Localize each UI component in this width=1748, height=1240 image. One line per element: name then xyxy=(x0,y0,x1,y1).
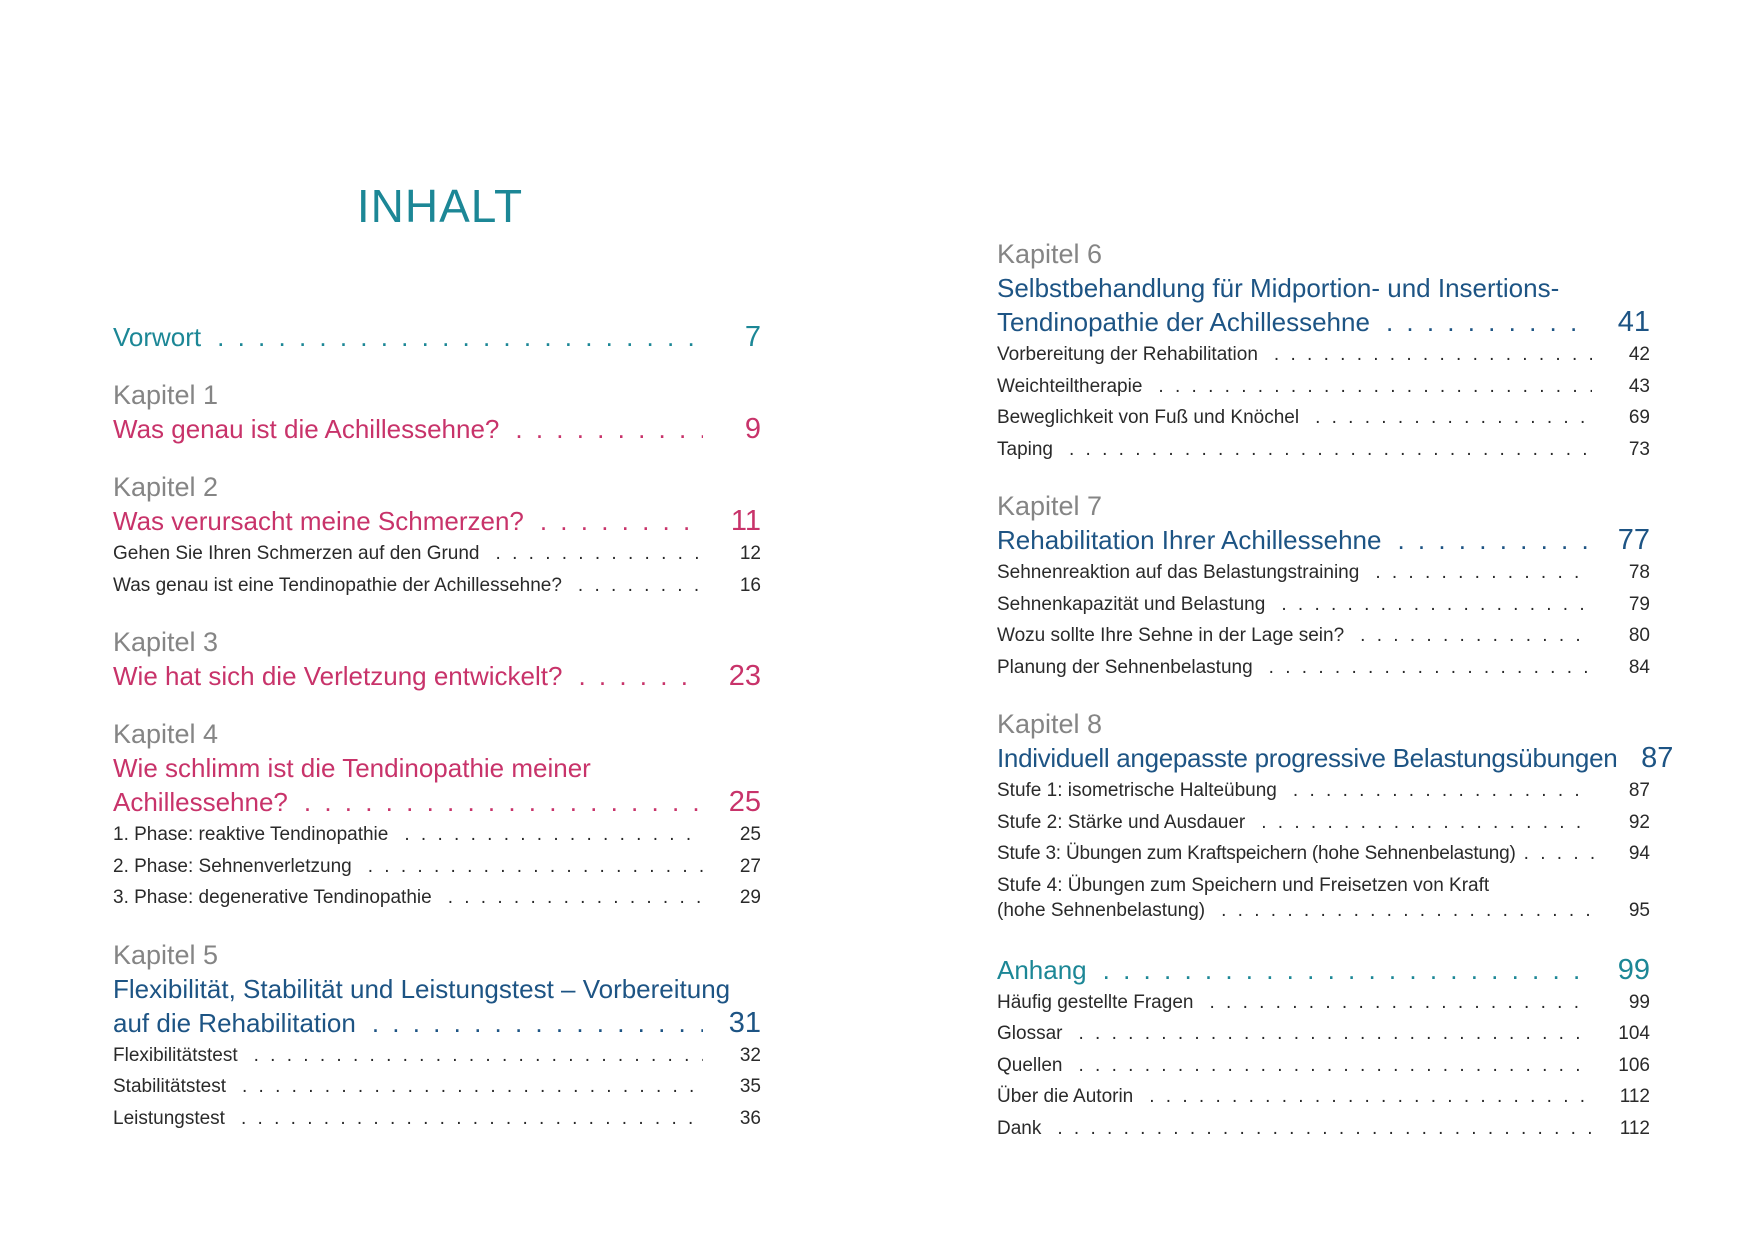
dot-leader xyxy=(1315,402,1592,434)
dot-leader xyxy=(1293,775,1592,807)
toc-subentry[interactable] xyxy=(997,620,1650,652)
toc-page-number: 79 xyxy=(1628,593,1650,615)
toc-subentry-label: Wozu sollte Ihre Sehne in der Lage sein? xyxy=(997,625,1345,646)
toc-subentry-label: Weichteiltherapie xyxy=(997,375,1143,397)
dot-leader xyxy=(304,785,703,819)
toc-subentry[interactable] xyxy=(997,402,1650,434)
toc-page-number: 16 xyxy=(739,574,761,596)
chapter-label: Kapitel 4 xyxy=(113,719,219,749)
toc-entry-title: Tendinopathie der Achillessehne xyxy=(997,307,1370,337)
toc-subentry[interactable] xyxy=(997,775,1650,807)
toc-subentry-label: 3. Phase: degenerative Tendinopathie xyxy=(113,887,432,908)
dot-leader xyxy=(1069,434,1592,466)
toc-entry-title: Individuell angepasste progressive Belastungsübungen xyxy=(997,743,1618,773)
toc-subentry[interactable] xyxy=(997,652,1650,684)
toc-page-number: 73 xyxy=(1628,438,1650,460)
toc-section-kapitel-5 xyxy=(113,938,761,1135)
toc-page-number: 25 xyxy=(728,786,761,818)
toc-page-number: 36 xyxy=(739,1107,761,1129)
toc-subentry-label: Glossar xyxy=(997,1023,1063,1044)
toc-subentry[interactable] xyxy=(997,339,1650,371)
toc-entry-anhang[interactable] xyxy=(997,953,1650,987)
toc-page-number: 99 xyxy=(1617,953,1650,986)
toc-subentry-label: Über die Autorin xyxy=(997,1086,1134,1107)
dot-leader xyxy=(578,570,703,602)
dot-leader xyxy=(242,1071,703,1103)
dot-leader xyxy=(1209,987,1592,1019)
toc-page-number: 41 xyxy=(1617,306,1650,338)
dot-leader xyxy=(1386,305,1592,339)
toc-subentry[interactable] xyxy=(113,819,761,851)
toc-page-number: 12 xyxy=(739,543,761,564)
toc-page-number: 80 xyxy=(1628,625,1650,646)
toc-page-number: 29 xyxy=(739,887,761,908)
toc-subentry[interactable] xyxy=(997,987,1650,1019)
toc-entry-chapter-title[interactable] xyxy=(113,504,761,538)
toc-entry-title: Achillessehne? xyxy=(113,787,288,817)
toc-subentry-label: Dank xyxy=(997,1117,1042,1139)
toc-subentry-label-line: Stufe 4: Übungen zum Speichern und Freisetzen von Kraft xyxy=(997,874,1490,896)
dot-leader xyxy=(515,412,703,446)
toc-page-number: 43 xyxy=(1628,375,1650,397)
dot-leader xyxy=(1079,1050,1593,1082)
toc-subentry[interactable] xyxy=(113,570,761,602)
chapter-label: Kapitel 3 xyxy=(113,627,219,657)
dot-leader xyxy=(1057,1113,1592,1145)
toc-subentry[interactable] xyxy=(997,1018,1650,1050)
dot-leader xyxy=(368,851,703,883)
toc-page-number: 7 xyxy=(744,321,761,353)
page-title: INHALT xyxy=(356,180,524,232)
toc-left-column xyxy=(113,320,761,1158)
toc-section-kapitel-2 xyxy=(113,470,761,601)
toc-entry-title-line[interactable]: Flexibilität, Stabilität und Leistungstest – Vorbereitung xyxy=(113,973,731,1004)
toc-page-number: 42 xyxy=(1628,344,1650,365)
toc-page-number: 104 xyxy=(1618,1023,1650,1044)
toc-page-number: 27 xyxy=(739,855,761,877)
toc-entry-chapter-title[interactable] xyxy=(113,659,761,693)
dot-leader xyxy=(1397,523,1592,557)
toc-subentry-label: Stabilitätstest xyxy=(113,1076,226,1097)
toc-subentry[interactable] xyxy=(997,1113,1650,1145)
dot-leader xyxy=(1269,652,1592,684)
toc-page-number: 23 xyxy=(728,660,761,692)
dot-leader xyxy=(254,1040,703,1072)
toc-subentry[interactable] xyxy=(113,1071,761,1103)
toc-entry-title: Anhang xyxy=(997,954,1087,985)
dot-leader xyxy=(372,1006,703,1040)
toc-subentry-label: Stufe 3: Übungen zum Kraftspeichern (hohe Sehnenbelastung) xyxy=(997,843,1516,864)
toc-subentry[interactable] xyxy=(113,882,761,914)
toc-subentry[interactable] xyxy=(997,589,1650,621)
toc-page-number: 77 xyxy=(1617,524,1650,556)
toc-entry-chapter-title[interactable] xyxy=(113,1006,761,1040)
chapter-label: Kapitel 5 xyxy=(113,939,219,970)
toc-page-number: 99 xyxy=(1628,991,1650,1013)
toc-right-column xyxy=(997,237,1674,1168)
dot-leader xyxy=(217,320,703,354)
dot-leader xyxy=(1221,898,1592,923)
toc-section-kapitel-7 xyxy=(997,489,1650,683)
toc-page-number: 69 xyxy=(1628,407,1650,428)
toc-subentry-label: Was genau ist eine Tendinopathie der Achillessehne? xyxy=(113,574,562,596)
dot-leader xyxy=(1149,1081,1592,1113)
toc-page-number: 78 xyxy=(1628,562,1650,583)
toc-subentry-label: Sehnenkapazität und Belastung xyxy=(997,593,1266,615)
toc-section-kapitel-8 xyxy=(997,707,1674,923)
chapter-label: Kapitel 6 xyxy=(997,239,1103,269)
toc-page-number: 31 xyxy=(728,1006,761,1039)
toc-subentry-label: Flexibilitätstest xyxy=(113,1044,238,1066)
chapter-label: Kapitel 2 xyxy=(113,472,219,502)
toc-subentry-label: 1. Phase: reaktive Tendinopathie xyxy=(113,824,389,845)
toc-subentry-label: Häufig gestellte Fragen xyxy=(997,991,1194,1013)
toc-section-kapitel-1 xyxy=(113,378,761,446)
chapter-label: Kapitel 8 xyxy=(997,709,1103,739)
toc-entry-title-line[interactable]: Selbstbehandlung für Midportion- und Insertions- xyxy=(997,273,1560,303)
dot-leader xyxy=(1078,1018,1592,1050)
toc-subentry-label: Beweglichkeit von Fuß und Knöchel xyxy=(997,407,1300,428)
toc-page-number: 9 xyxy=(744,413,761,445)
toc-entry-chapter-title[interactable] xyxy=(113,412,761,446)
toc-subentry[interactable] xyxy=(997,557,1650,589)
toc-page-number: 25 xyxy=(739,824,761,845)
toc-entry-title: Vorwort xyxy=(113,322,202,352)
chapter-label: Kapitel 1 xyxy=(113,380,219,410)
toc-subentry[interactable] xyxy=(113,538,761,570)
toc-subentry[interactable] xyxy=(997,1081,1650,1113)
toc-subentry-label: 2. Phase: Sehnenverletzung xyxy=(113,855,352,877)
toc-page-number: 94 xyxy=(1628,843,1650,864)
dot-leader xyxy=(404,819,703,851)
toc-subentry[interactable] xyxy=(113,1103,761,1135)
toc-subentry-label: (hohe Sehnenbelastung) xyxy=(997,899,1206,921)
chapter-label: Kapitel 7 xyxy=(997,491,1103,521)
toc-page-number: 84 xyxy=(1628,656,1650,678)
toc-subentry[interactable] xyxy=(113,851,761,883)
toc-entry-chapter-title[interactable] xyxy=(997,741,1674,775)
toc-page-number: 87 xyxy=(1628,780,1650,801)
toc-subentry[interactable] xyxy=(997,807,1650,839)
toc-page-number: 95 xyxy=(1628,899,1650,921)
toc-subentry[interactable] xyxy=(997,371,1650,403)
toc-subentry-row xyxy=(997,898,1650,923)
dot-leader xyxy=(1158,371,1592,403)
toc-subentry-label: Leistungstest xyxy=(113,1107,225,1129)
toc-subentry[interactable] xyxy=(113,1040,761,1072)
toc-subentry-label: Stufe 2: Stärke und Ausdauer xyxy=(997,811,1246,833)
toc-page-number: 11 xyxy=(730,505,761,537)
toc-entry-title: Was genau ist die Achillessehne? xyxy=(113,414,500,444)
toc-subentry-label: Sehnenreaktion auf das Belastungstraining xyxy=(997,562,1360,583)
toc-page-number: 87 xyxy=(1641,742,1674,774)
dot-leader xyxy=(1261,807,1592,839)
toc-section-kapitel-3 xyxy=(113,625,761,693)
dot-leader xyxy=(1360,620,1592,652)
toc-entry-chapter-title[interactable] xyxy=(997,523,1650,557)
toc-subentry[interactable] xyxy=(997,434,1650,466)
dot-leader xyxy=(496,538,703,570)
dot-leader xyxy=(448,882,703,914)
toc-subentry-label: Planung der Sehnenbelastung xyxy=(997,656,1253,678)
toc-subentry[interactable] xyxy=(997,873,1650,923)
dot-leader xyxy=(540,504,703,538)
toc-entry-title-line[interactable]: Wie schlimm ist die Tendinopathie meiner xyxy=(113,753,591,783)
toc-section-vorwort xyxy=(113,320,761,354)
toc-page-number: 112 xyxy=(1619,1117,1650,1139)
toc-subentry-label: Vorbereitung der Rehabilitation xyxy=(997,344,1258,365)
dot-leader xyxy=(1375,557,1592,589)
toc-page-number: 35 xyxy=(739,1076,761,1097)
toc-page-number: 106 xyxy=(1618,1054,1650,1076)
toc-subentry[interactable] xyxy=(997,838,1650,870)
toc-subentry-label: Gehen Sie Ihren Schmerzen auf den Grund xyxy=(113,543,480,564)
dot-leader xyxy=(241,1103,703,1135)
toc-page-number: 112 xyxy=(1619,1086,1650,1107)
toc-section-kapitel-6 xyxy=(997,237,1650,465)
toc-entry-title: Wie hat sich die Verletzung entwickelt? xyxy=(113,661,563,691)
dot-leader xyxy=(1524,838,1594,870)
dot-leader xyxy=(1274,339,1592,371)
dot-leader xyxy=(1281,589,1592,621)
toc-entry-chapter-title[interactable] xyxy=(997,305,1650,339)
toc-section-kapitel-4 xyxy=(113,717,761,914)
dot-leader xyxy=(578,659,703,693)
toc-entry-title: auf die Rehabilitation xyxy=(113,1007,356,1038)
toc-entry-vorwort[interactable] xyxy=(113,320,761,354)
toc-entry-chapter-title[interactable] xyxy=(113,785,761,819)
toc-section-anhang xyxy=(997,953,1650,1145)
toc-page-number: 92 xyxy=(1628,811,1650,833)
toc-page-number: 32 xyxy=(739,1044,761,1066)
toc-entry-title: Was verursacht meine Schmerzen? xyxy=(113,506,524,536)
toc-subentry-label: Taping xyxy=(997,438,1053,460)
dot-leader xyxy=(1103,953,1592,987)
toc-subentry-label: Quellen xyxy=(997,1054,1063,1076)
toc-entry-title: Rehabilitation Ihrer Achillessehne xyxy=(997,525,1382,555)
toc-subentry[interactable] xyxy=(997,1050,1650,1082)
toc-subentry-label: Stufe 1: isometrische Halteübung xyxy=(997,780,1277,801)
